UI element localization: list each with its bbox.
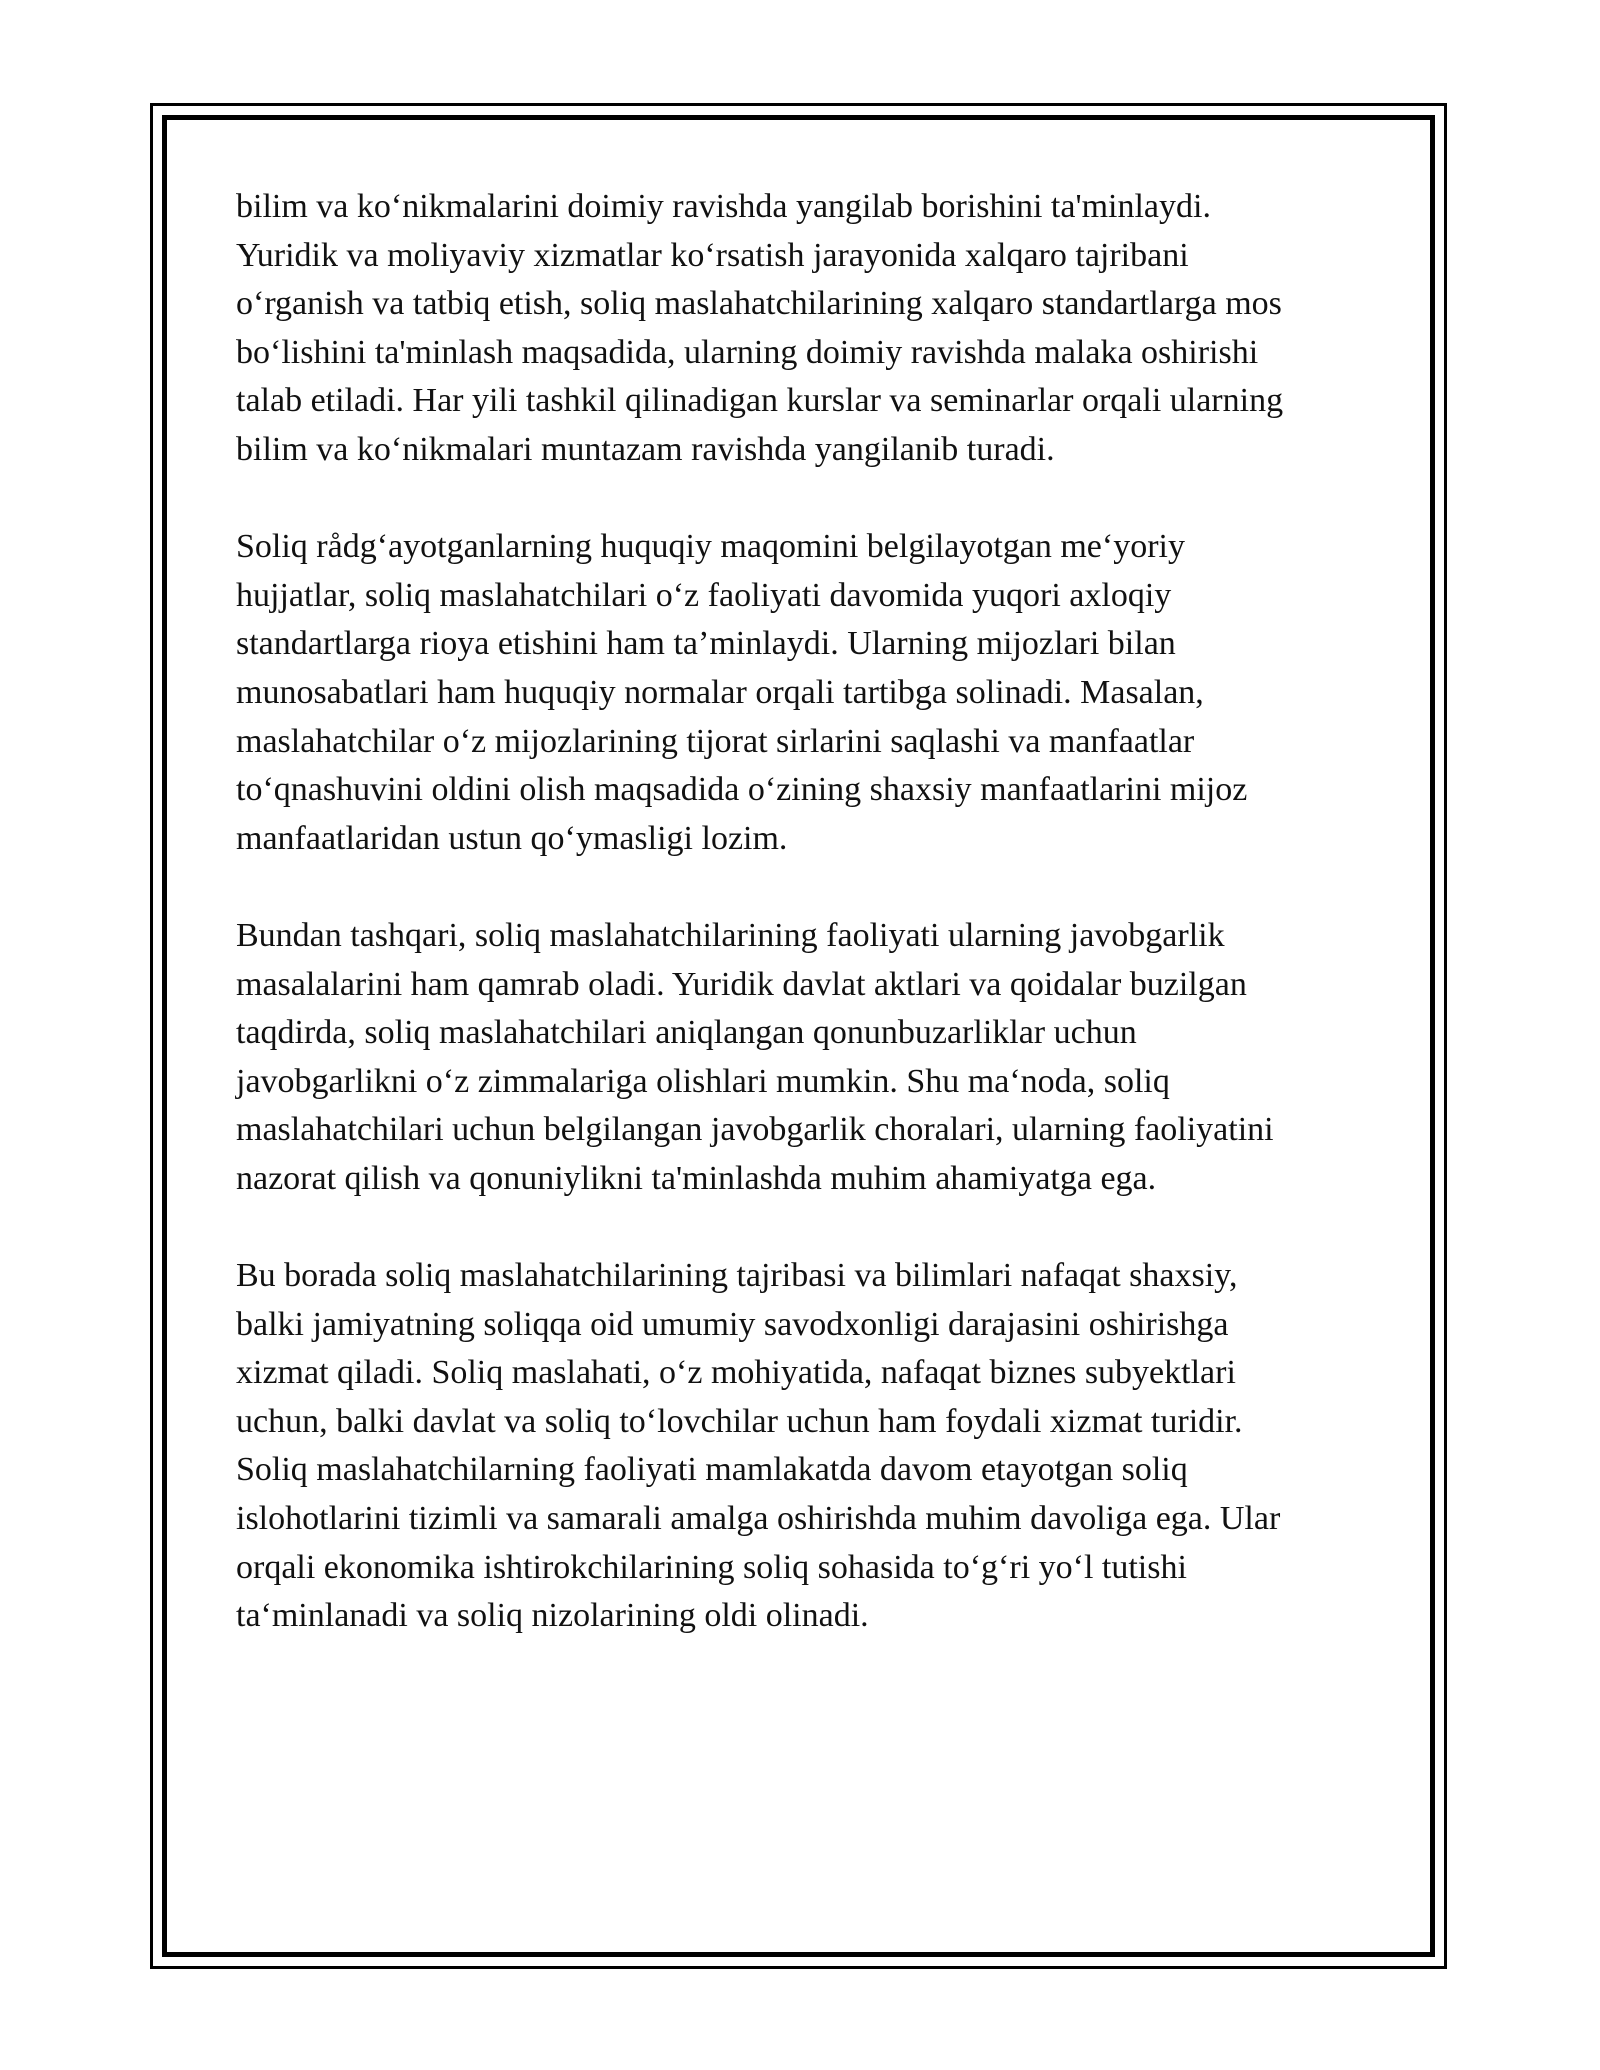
text-line: islohotlarini tizimli va samarali amalga oshirishda muhim davoliga ega. Ular <box>236 1500 1281 1538</box>
text-line: Soliq maslahatchilarning faoliyati mamlakatda davom etayotgan soliq <box>236 1451 1188 1489</box>
text-line: hujjatlar, soliq maslahatchilari o‘z faoliyati davomida yuqori axloqiy <box>236 576 1172 614</box>
text-line: bo‘lishini ta'minlash maqsadida, ularning doimiy ravishda malaka oshirishi <box>236 333 1259 371</box>
text-line: manfaatlaridan ustun qo‘ymasligi lozim. <box>236 819 788 857</box>
paragraph-2 <box>236 523 1386 863</box>
text-line: o‘rganish va tatbiq etish, soliq maslahatchilarining xalqaro standartlarga mos <box>236 285 1282 323</box>
text-line: maslahatchilari uchun belgilangan javobgarlik choralari, ularning faoliyatini <box>236 1111 1274 1149</box>
text-line: orqali ekonomika ishtirokchilarining soliq sohasida to‘g‘ri yo‘l tutishi <box>236 1548 1187 1586</box>
text-line: bilim va ko‘nikmalarini doimiy ravishda yangilab borishini ta'minlaydi. <box>236 188 1211 225</box>
text-line: bilim va ko‘nikmalari muntazam ravishda yangilanib turadi. <box>236 430 1055 468</box>
text-line: nazorat qilish va qonuniylikni ta'minlashda muhim ahamiyatga ega. <box>236 1159 1157 1197</box>
text-line: standartlarga rioya etishini ham ta’minlaydi. Ularning mijozlari bilan <box>236 625 1176 663</box>
text-line: Soliq rådg‘ayotganlarning huquqiy maqomini belgilayotgan me‘yoriy <box>236 528 1185 566</box>
text-line: balki jamiyatning soliqqa oid umumiy savodxonligi darajasini oshirishga <box>236 1305 1229 1343</box>
document-body <box>236 183 1386 1689</box>
text-line: xizmat qiladi. Soliq maslahati, o‘z mohiyatida, nafaqat biznes subyektlari <box>236 1354 1236 1392</box>
text-line: Bu borada soliq maslahatchilarining tajribasi va bilimlari nafaqat shaxsiy, <box>236 1257 1238 1295</box>
text-line: ta‘minlanadi va soliq nizolarining oldi olinadi. <box>236 1597 869 1635</box>
text-line: munosabatlari ham huquqiy normalar orqali tartibga solinadi. Masalan, <box>236 673 1204 711</box>
paragraph-1 <box>236 183 1386 475</box>
text-line: to‘qnashuvini oldini olish maqsadida o‘zining shaxsiy manfaatlarini mijoz <box>236 771 1248 809</box>
text-line: maslahatchilar o‘z mijozlarining tijorat sirlarini saqlashi va manfaatlar <box>236 722 1195 760</box>
text-line: Bundan tashqari, soliq maslahatchilarining faoliyati ularning javobgarlik <box>236 916 1225 954</box>
text-line: uchun, balki davlat va soliq to‘lovchilar uchun ham foydali xizmat turidir. <box>236 1402 1243 1440</box>
text-line: taqdirda, soliq maslahatchilari aniqlangan qonunbuzarliklar uchun <box>236 1014 1137 1052</box>
paragraph-3 <box>236 912 1386 1204</box>
text-line: Yuridik va moliyaviy xizmatlar ko‘rsatish jarayonida xalqaro tajribani <box>236 236 1189 274</box>
text-line: talab etiladi. Har yili tashkil qilinadigan kurslar va seminarlar orqali ularning <box>236 382 1284 420</box>
paragraph-4 <box>236 1252 1386 1641</box>
text-line: masalalarini ham qamrab oladi. Yuridik davlat aktlari va qoidalar buzilgan <box>236 965 1247 1003</box>
text-line: javobgarlikni o‘z zimmalariga olishlari mumkin. Shu ma‘noda, soliq <box>236 1062 1170 1100</box>
